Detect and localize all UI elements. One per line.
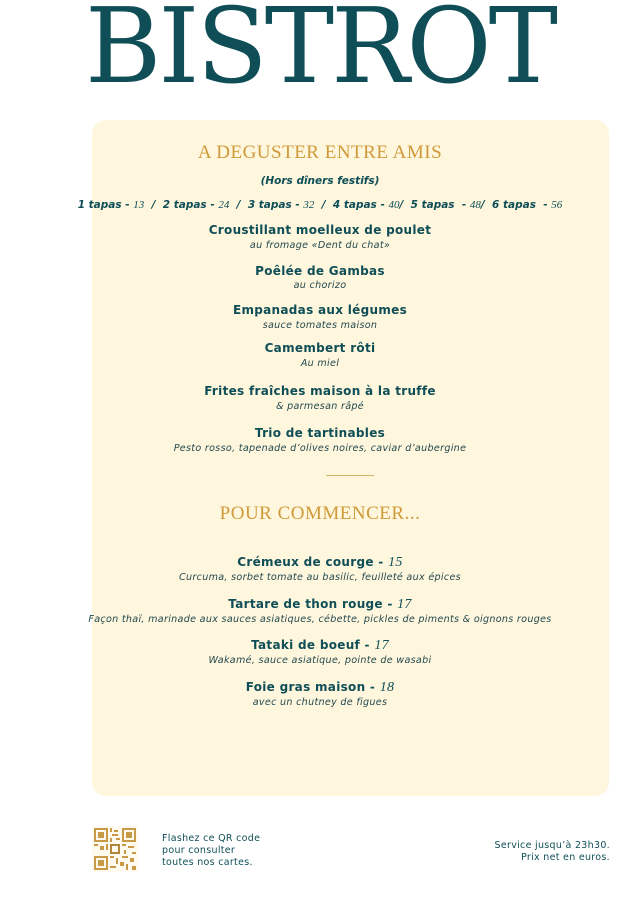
dish-name: Croustillant moelleux de poulet <box>208 223 432 237</box>
tapas-price-list: 1 tapas - 13 / 2 tapas - 24 / 3 tapas - 32 / 4 tapas - 40/ 5 tapas - 48/ 6 tapas - 56 <box>77 199 563 211</box>
dish-desc: Façon thaï, marinade aux sauces asiatiques, cébette, pickles de piments & oignons rouges <box>88 614 552 625</box>
dish-name: Camembert rôti <box>264 341 376 355</box>
dish-name: Poêlée de Gambas <box>255 264 385 278</box>
dish-name: Trio de tartinables <box>254 426 386 440</box>
tapas-price-item: 5 tapas - 48 <box>410 199 481 211</box>
dish-price: 15 <box>388 555 403 570</box>
tapas-note: (Hors dîners festifs) <box>260 175 380 187</box>
dish-name: Empanadas aux légumes <box>232 303 408 317</box>
dish-price: 17 <box>374 638 389 653</box>
tapas-price-item: 6 tapas - 56 <box>492 199 563 211</box>
qr-text-line: toutes nos cartes. <box>162 857 253 868</box>
section-divider <box>326 475 374 476</box>
tapas-price-item: 4 tapas - 40 <box>332 199 400 211</box>
dish-name: Crémeux de courge - 15 <box>237 555 403 570</box>
service-info <box>495 840 610 864</box>
dish-desc: avec un chutney de figues <box>252 697 388 708</box>
dish-desc: Curcuma, sorbet tomate au basilic, feuilleté aux épices <box>179 572 461 583</box>
tapas-price-item: 1 tapas - 13 <box>77 199 145 211</box>
qr-instructions <box>162 833 302 869</box>
qr-code-graphic <box>94 828 136 870</box>
qr-code-icon[interactable] <box>92 826 138 872</box>
dish-desc: Wakamé, sauce asiatique, pointe de wasabi <box>208 655 432 666</box>
dish-price: 18 <box>379 680 395 695</box>
restaurant-name: BISTROT <box>84 0 556 107</box>
section-title-starters: POUR COMMENCER... <box>219 503 421 524</box>
dish-name: Frites fraîches maison à la truffe <box>204 384 436 398</box>
service-hours: Service jusqu’à 23h30. <box>494 840 610 851</box>
dish-price: 17 <box>397 597 412 612</box>
qr-text-line: pour consulter <box>162 845 236 856</box>
price-note: Prix net en euros. <box>521 852 610 863</box>
dish-desc: au fromage «Dent du chat» <box>249 240 391 251</box>
tapas-price-item: 3 tapas - 32 <box>247 199 315 211</box>
dish-desc: au chorizo <box>293 280 347 291</box>
dish-desc: Au miel <box>300 358 340 369</box>
dish-desc: & parmesan râpé <box>275 401 364 412</box>
dish-desc: sauce tomates maison <box>262 320 378 331</box>
dish-name: Tartare de thon rouge - 17 <box>228 597 412 612</box>
section-title-tapas: A DEGUSTER ENTRE AMIS <box>197 142 443 163</box>
tapas-price-item: 2 tapas - 24 <box>162 199 230 211</box>
qr-text-line: Flashez ce QR code <box>162 833 261 844</box>
dish-name: Foie gras maison - 18 <box>245 680 395 695</box>
dish-desc: Pesto rosso, tapenade d’olives noires, caviar d’aubergine <box>173 443 467 454</box>
dish-name: Tataki de boeuf - 17 <box>251 638 389 653</box>
